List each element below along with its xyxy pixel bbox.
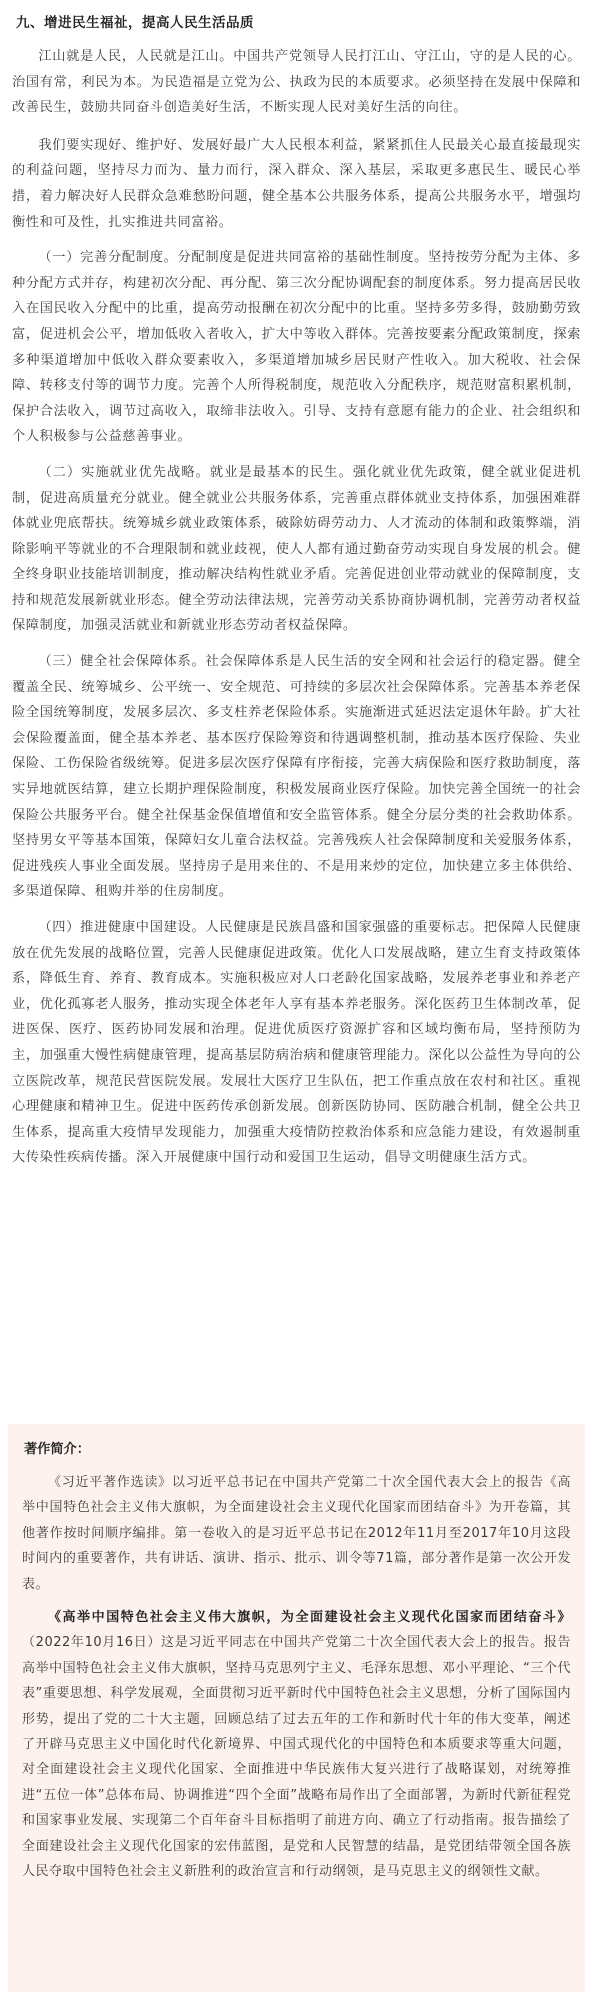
report-title: 《高举中国特色社会主义伟大旗帜，为全面建设社会主义现代化国家而团结奋斗》	[48, 1610, 571, 1626]
report-description: （2022年10月16日）这是习近平同志在中国共产党第二十次全国代表大会上的报告。报告高举中国特色社会主义伟大旗帜，坚持马克思列宁主义、毛泽东思想、邓小平理论、“三个代表”重要思想、科学发展观，全面贯彻习近平新时代中国特色社会主义思想，分析了国际国内形势，提出了党的二十大主题，回顾总结了过去五年的工作和新时代十年的伟大变革，阐述了开辟马克思主义中国化时代化新境界、中国式现代化的中国特色和本质要求等重大问题，对全面建设社会主义现代化国家、全面推进中华民族伟大复兴进行了战略谋划，对统筹推进“五位一体”总体布局、协调推进“四个全面”战略布局作出了全面部署，为新时代新征程党和国家事业发展、实现第二个百年奋斗目标指明了前进方向、确立了行动指南。报告描绘了全面建设社会主义现代化国家的宏伟蓝图，是党和人民智慧的结晶，是党团结带领全国各族人民夺取中国特色社会主义新胜利的政治宣言和行动纲领，是马克思主义的纲领性文献。	[22, 1635, 571, 1880]
paragraph-interests: 我们要实现好、维护好、发展好最广大人民根本利益，紧紧抓住人民最关心最直接最现实的利益问题，坚持尽力而为、量力而行，深入群众、深入基层，采取更多惠民生、暖民心举措，着力解决好人民群众急难愁盼问题，健全基本公共服务体系，提高公共服务水平，增强均衡性和可及性，扎实推进共同富裕。	[12, 137, 581, 230]
paragraph-healthy-china: （四）推进健康中国建设。人民健康是民族昌盛和国家强盛的重要标志。把保障人民健康放在优先发展的战略位置，完善人民健康促进政策。优化人口发展战略，建立生育支持政策体系，降低生育、养育、教育成本。实施积极应对人口老龄化国家战略，发展养老事业和养老产业，优化孤寡老人服务，推动实现全体老年人享有基本养老服务。深化医药卫生体制改革，促进医保、医疗、医药协同发展和治理。促进优质医疗资源扩容和区域均衡布局，坚持预防为主，加强重大慢性病健康管理，提高基层防病治病和健康管理能力。深化以公益性为导向的公立医院改革，规范民营医院发展。发展壮大医疗卫生队伍，把工作重点放在农村和社区。重视心理健康和精神卫生。促进中医药传承创新发展。创新医防协同、医防融合机制，健全公共卫生体系，提高重大疫情早发现能力，加强重大疫情防控救治体系和应急能力建设，有效遏制重大传染性疾病传播。深入开展健康中国行动和爱国卫生运动，倡导文明健康生活方式。	[12, 920, 581, 1166]
paragraph-employment: （二）实施就业优先战略。就业是最基本的民生。强化就业优先政策，健全就业促进机制，促进高质量充分就业。健全就业公共服务体系，完善重点群体就业支持体系，加强困难群体就业兜底帮扶。统筹城乡就业政策体系，破除妨碍劳动力、人才流动的体制和政策弊端，消除影响平等就业的不合理限制和就业歧视，使人人都有通过勤奋劳动实现自身发展的机会。健全终身职业技能培训制度，推动解决结构性就业矛盾。完善促进创业带动就业的保障制度，支持和规范发展新就业形态。健全劳动法律法规，完善劳动关系协商协调机制，完善劳动者权益保障制度，加强灵活就业和新就业形态劳动者权益保障。	[12, 464, 581, 634]
section-heading: 九、增进民生福祉，提高人民生活品质	[16, 15, 254, 31]
paragraph-distribution: （一）完善分配制度。分配制度是促进共同富裕的基础性制度。坚持按劳分配为主体、多种分配方式并存，构建初次分配、再分配、第三次分配协调配套的制度体系。努力提高居民收入在国民收入分配中的比重，提高劳动报酬在初次分配中的比重。坚持多劳多得，鼓励勤劳致富，促进机会公平，增加低收入者收入，扩大中等收入群体。完善按要素分配政策制度，探索多种渠道增加中低收入群众要素收入，多渠道增加城乡居民财产性收入。加大税收、社会保障、转移支付等的调节力度。完善个人所得税制度，规范收入分配秩序，规范财富积累机制，保护合法收入，调节过高收入，取缔非法收入。引导、支持有意愿有能力的企业、社会组织和个人积极参与公益慈善事业。	[12, 250, 581, 445]
book-introduction-box	[8, 1424, 585, 1992]
paragraph-intro: 江山就是人民，人民就是江山。中国共产党领导人民打江山、守江山，守的是人民的心。治国有常，利民为本。为民造福是立党为公、执政为民的本质要求。必须坚持在发展中保障和改善民生，鼓励共同奋斗创造美好生活，不断实现人民对美好生活的向往。	[12, 49, 581, 116]
book-introduction-title: 著作简介：	[24, 1442, 90, 1457]
book-introduction-paragraph: 《习近平著作选读》以习近平总书记在中国共产党第二十次全国代表大会上的报告《高举中国特色社会主义伟大旗帜，为全面建设社会主义现代化国家而团结奋斗》为开卷篇，其他著作按时间顺序编排。第一卷收入的是习近平总书记在2012年11月至2017年10月这段时间内的重要著作，共有讲话、演讲、指示、批示、训令等71篇，部分著作是第一次公开发表。	[22, 1475, 571, 1592]
paragraph-social-security: （三）健全社会保障体系。社会保障体系是人民生活的安全网和社会运行的稳定器。健全覆盖全民、统筹城乡、公平统一、安全规范、可持续的多层次社会保障体系。完善基本养老保险全国统筹制度，发展多层次、多支柱养老保险体系。实施渐进式延迟法定退休年龄。扩大社会保险覆盖面，健全基本养老、基本医疗保险筹资和待遇调整机制，推动基本医疗保险、失业保险、工伤保险省级统筹。促进多层次医疗保障有序衔接，完善大病保险和医疗救助制度，落实异地就医结算，建立长期护理保险制度，积极发展商业医疗保险。加快完善全国统一的社会保险公共服务平台。健全社保基金保值增值和安全监管体系。健全分层分类的社会救助体系。坚持男女平等基本国策，保障妇女儿童合法权益。完善残疾人社会保障制度和关爱服务体系，促进残疾人事业全面发展。坚持房子是用来住的、不是用来炒的定位，加快建立多主体供给、多渠道保障、租购并举的住房制度。	[12, 654, 581, 900]
report-introduction-paragraph	[22, 1605, 571, 1884]
